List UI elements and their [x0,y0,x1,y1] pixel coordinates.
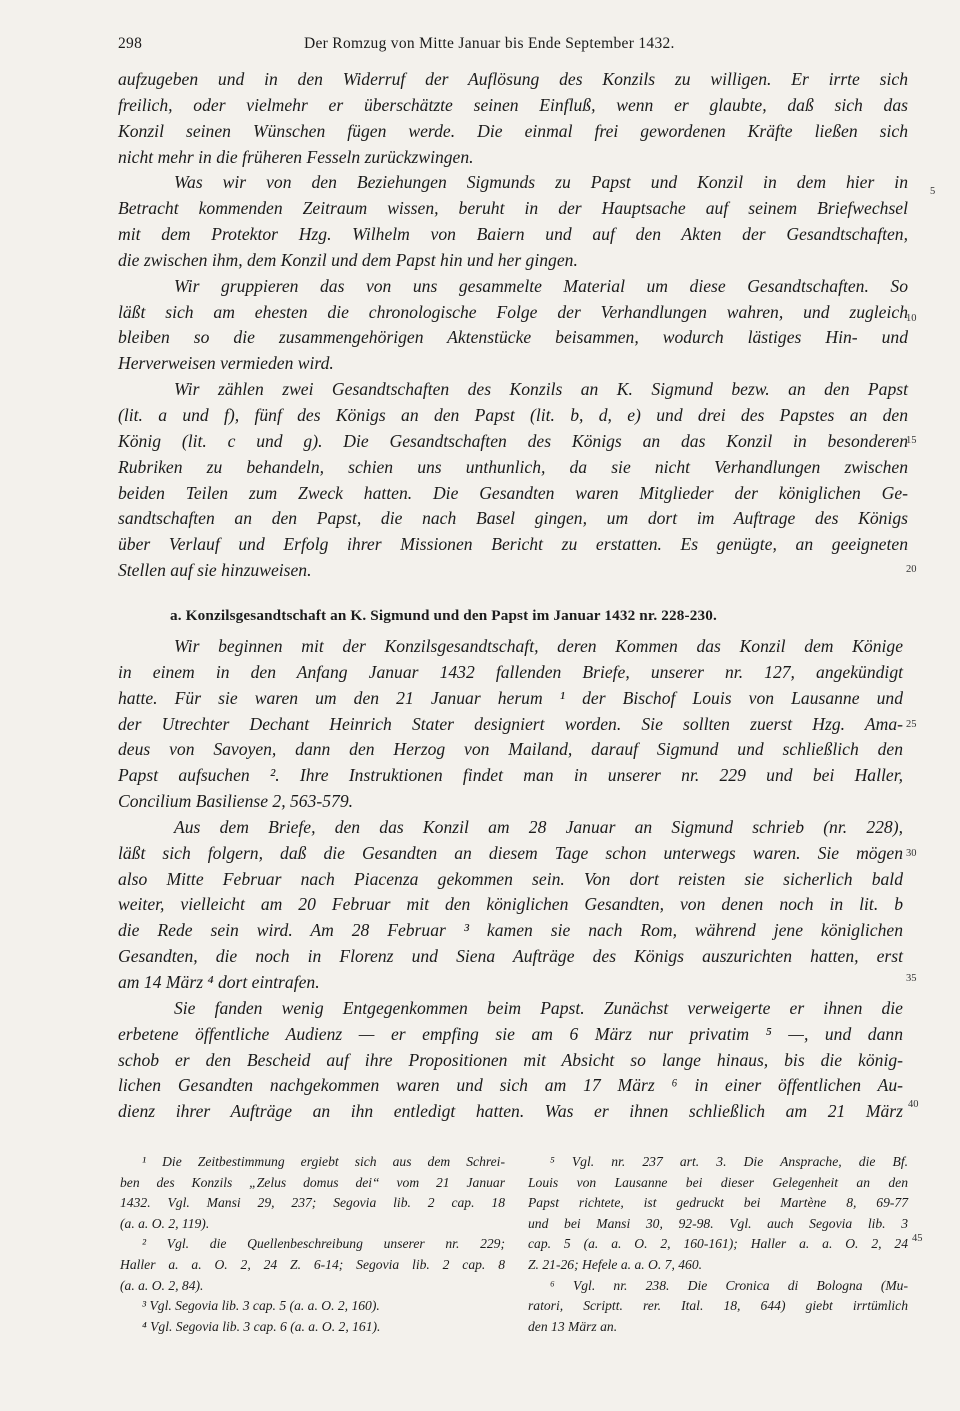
text-line: Wir beginnen mit der Konzilsgesandtschaft, deren Kommen das Konzil dem Könige [174,636,903,656]
line-number: 30 [906,848,917,859]
page-number: 298 [118,35,143,52]
section-heading: a. Konzilsgesandtschaft an K. Sigmund und den Papst im Januar 1432 nr. 228-230. [170,607,717,624]
footnote-line: (a. a. O. 2, 84). [120,1277,204,1293]
text-line: Was wir von den Beziehungen Sigmunds zu Papst und Konzil in dem hier in [174,172,908,193]
footnote-line: cap. 5 (a. a. O. 2, 160-161); Haller a. a. O. 2, 24 [528,1236,908,1252]
text-line: erbetene öffentliche Audienz — er empfing sie am 6 März nur privatim ⁵ —, und dann [118,1023,903,1044]
text-line: Rubriken zu behandeln, schien uns unthunlich, da sie nicht Verhandlungen zwischen [118,456,908,477]
footnotes-left-column [120,1152,505,1337]
footnote-line: ratori, Scriptt. rer. Ital. 18, 644) giebt irrtümlich [528,1298,908,1314]
footnote-line: ³ Vgl. Segovia lib. 3 cap. 5 (a. a. O. 2, 160). [142,1298,380,1314]
text-line: Concilium Basiliense 2, 563-579. [118,791,354,812]
text-line: der Utrechter Dechant Heinrich Stater designiert worden. Sie sollten zuerst Hzg. Ama- [118,713,903,734]
text-line: die zwischen ihm, dem Konzil und dem Papst hin und her gingen. [118,249,578,270]
footnotes-right-column [528,1152,908,1337]
running-title: Der Romzug von Mitte Januar bis Ende September 1432. [304,35,675,52]
text-line: also Mitte Februar nach Piacenza gekommen sein. Von dort reisten sie sicherlich bald [118,868,903,889]
footnote-line: ¹ Die Zeitbestimmung ergiebt sich aus dem Schrei- [142,1154,505,1169]
text-line: Herverweisen vermieden wird. [118,353,334,374]
text-line: am 14 März ⁴ dort eintrafen. [118,971,320,992]
text-line: aufzugeben und in den Widerruf der Auflösung des Konzils zu willigen. Er irrte sich [118,69,908,89]
text-line: bleiben so die zusammengehörigen Aktenstücke beisammen, wodurch lästiges Hin- und [118,327,908,348]
text-line: lichen Gesandten nachgekommen waren und sich am 17 März ⁶ in einer öffentlichen Au- [118,1075,903,1096]
footnote-line: 1432. Vgl. Mansi 29, 237; Segovia lib. 2 cap. 18 [120,1195,505,1211]
line-number: 15 [906,435,917,446]
text-line: nicht mehr in die früheren Fesseln zurückzwingen. [118,146,474,167]
text-line: hatte. Für sie waren um den 21 Januar herum ¹ der Bischof Louis von Lausanne und [118,687,903,708]
text-line: Wir gruppieren das von uns gesammelte Material um diese Gesandtschaften. So [174,275,908,296]
text-line: in einem in den Anfang Januar 1432 fallenden Briefe, unserer nr. 127, angekündigt [118,661,903,682]
text-line: dienz ihrer Aufträge an ihn entledigt hatten. Was er ihnen schließlich am 21 März [118,1101,903,1122]
text-line: Wir zählen zwei Gesandtschaften des Konzils an K. Sigmund bezw. an den Papst [174,379,908,400]
text-line: freilich, oder vielmehr er überschätzte seinen Einfluß, wenn er glaubte, daß sich das [118,94,908,115]
footnote-line: ² Vgl. die Quellenbeschreibung unserer nr. 229; [142,1236,505,1252]
footnote-line: Z. 21-26; Hefele a. a. O. 7, 460. [528,1256,703,1272]
footnote-line: (a. a. O. 2, 119). [120,1215,210,1231]
line-number: 45 [912,1233,923,1244]
main-text-block [118,67,908,584]
footnote-line: den 13 März an. [528,1318,618,1334]
text-line: läßt sich folgern, daß die Gesandten an diesem Tage schon unterwegs waren. Sie mögen [118,842,903,863]
line-number: 20 [906,564,917,575]
text-line: beiden Teilen zum Zweck hatten. Die Gesandten waren Mitglieder der königlichen Ge- [118,482,908,503]
footnote-line: ⁶ Vgl. nr. 238. Die Cronica di Bologna (Mu- [550,1277,908,1293]
text-line: Sie fanden wenig Entgegenkommen beim Papst. Zunächst verweigerte er ihnen die [174,997,903,1018]
footnote-line: ⁴ Vgl. Segovia lib. 3 cap. 6 (a. a. O. 2, 161). [142,1318,381,1334]
line-number: 35 [906,973,917,984]
text-line: die Rede sein wird. Am 28 Februar ³ kamen sie nach Rom, während jene königlichen [118,920,903,941]
footnote-line: Louis von Lausanne bei dieser Gelegenheit an den [528,1174,908,1190]
page-header [118,35,918,57]
section-text-block [118,634,903,1125]
footnote-line: Papst richtete, ist gedruckt bei Martène 8, 69-77 [528,1195,908,1211]
text-line: Aus dem Briefe, den das Konzil am 28 Januar an Sigmund schrieb (nr. 228), [174,816,903,837]
text-line: weiter, vielleicht am 20 Februar mit den königlichen Gesandten, von denen noch in lit. b [118,894,903,915]
text-line: sandtschaften an den Papst, die nach Basel gingen, um dort im Auftrage des Königs [118,508,908,529]
text-line: läßt sich am ehesten die chronologische Folge der Verhandlungen wahren, und zugleich [118,301,908,322]
text-line: (lit. a und f), fünf des Königs an den Papst (lit. b, d, e) und drei des Papstes an den [118,404,908,425]
line-number: 40 [908,1099,919,1110]
text-line: schob er den Bescheid auf ihre Propositionen mit Absicht so lange hinaus, bis die könig- [118,1049,903,1070]
footnote-line: ⁵ Vgl. nr. 237 art. 3. Die Ansprache, die Bf. [550,1154,908,1169]
text-line: über Verlauf und Erfolg ihrer Missionen Bericht zu erstatten. Es genügte, an geeigneten [118,534,908,555]
text-line: Gesandten, die noch in Florenz und Siena Aufträge des Königs auszurichten hatten, erst [118,946,903,967]
text-line: Betracht kommenden Zeitraum wissen, beruht in der Hauptsache auf seinem Briefwechsel [118,198,908,219]
text-line: mit dem Protektor Hzg. Wilhelm von Baiern und auf den Akten der Gesandtschaften, [118,224,908,245]
footnote-line: ben des Konzils „Zelus domus dei“ vom 21 Januar [120,1174,505,1190]
text-line: deus von Savoyen, dann den Herzog von Mailand, darauf Sigmund und schließlich den [118,739,903,760]
text-line: Papst aufsuchen ². Ihre Instruktionen findet man in unserer nr. 229 und bei Haller, [118,765,903,786]
text-line: König (lit. c und g). Die Gesandtschaften des Königs an das Konzil in besonderen [118,430,908,451]
footnote-line: und bei Mansi 30, 92-98. Vgl. auch Segovia lib. 3 [528,1215,908,1231]
line-number: 5 [930,186,936,197]
text-line: Stellen auf sie hinzuweisen. [118,560,312,581]
footnote-line: Haller a. a. O. 2, 24 Z. 6-14; Segovia lib. 2 cap. 8 [120,1256,505,1272]
text-line: Konzil seinen Wünschen fügen werde. Die einmal frei gewordenen Kräfte ließen sich [118,120,908,141]
line-number: 25 [906,719,917,730]
line-number: 10 [906,313,917,324]
